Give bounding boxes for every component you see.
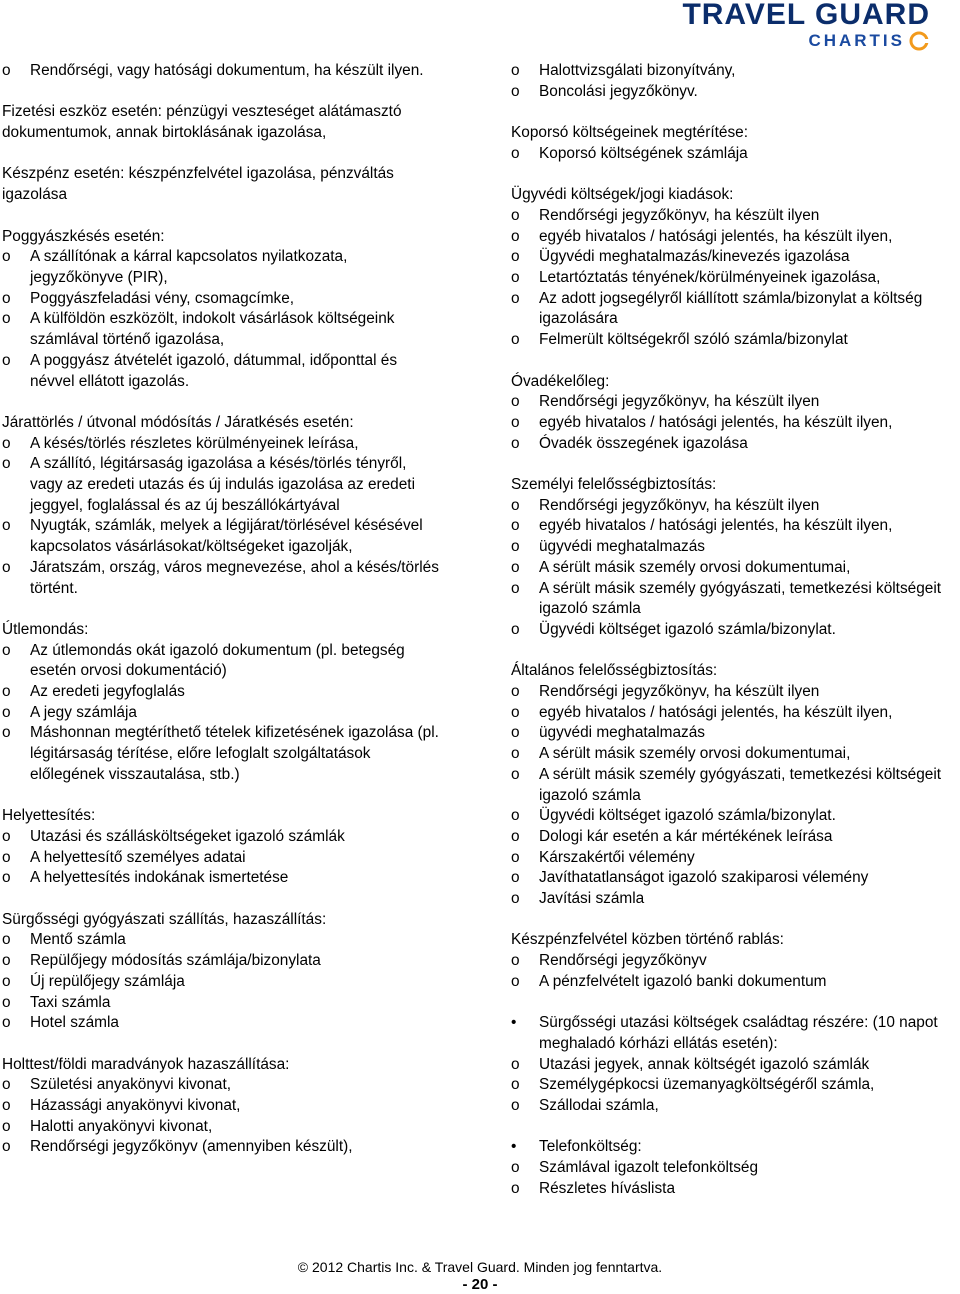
list-item-text: A sérült másik személy orvosi dokumentumai, [539,745,851,763]
circle-marker-icon: o [511,248,520,266]
list-item [511,1055,956,1076]
section-heading: Útlemondás: [2,620,89,638]
section [2,413,442,599]
list-item [511,144,956,165]
section [2,1055,442,1159]
list-item [2,848,442,869]
list-item [511,330,956,351]
list-item [511,537,956,558]
list-item-text: Máshonnan megtéríthető tételek kifizetésének igazolása (pl. légitársaság térítése, előre lefoglalt szolgáltatások előlegének visszautalása, stb.) [30,724,439,783]
item-list [511,682,956,910]
list-item [511,806,956,827]
item-list [511,144,956,165]
list-item [2,454,442,516]
list-item-text: Poggyászfeladási vény, csomagcímke, [30,289,295,307]
list-item-text: Nyugták, számlák, melyek a légijárat/törlésével késésével kapcsolatos vásárlásokat/költségeket igazolják, [30,517,423,556]
list-item-text: Mentő számla [30,931,126,949]
list-item [2,434,442,455]
list-item [2,1117,442,1138]
paragraph: Készpénz esetén: készpénzfelvétel igazolása, pénzváltás igazolása [2,165,394,204]
circle-marker-icon: o [511,393,520,411]
list-item-text: A szállító, légitársaság igazolása a késés/törlés tényről, vagy az eredeti utazás és új indulás igazolása az eredeti jeggyel, foglalással és az új beszállókártyával [30,455,415,514]
section-heading: Személyi felelősségbiztosítás: [511,476,717,493]
list-item [511,1096,956,1117]
circle-marker-icon: o [2,848,11,866]
list-item [2,972,442,993]
list-item-text: Utazási jegyek, annak költségét igazoló számlák [539,1055,870,1073]
list-item [511,496,956,517]
circle-marker-icon: o [511,703,520,721]
circle-marker-icon: o [511,745,520,763]
circle-marker-icon: o [511,952,520,970]
bullet-text: Telefonköltség: [539,1138,642,1156]
circle-marker-icon: o [511,765,520,783]
list-item [2,1137,442,1158]
list-item-text: Rendőrségi jegyzőkönyv (amennyiben készült), [30,1138,353,1156]
list-item [2,309,442,350]
travel-guard-logo [682,0,930,52]
list-item [2,247,442,288]
logo-subtitle [682,30,930,52]
circle-marker-icon: o [2,641,11,659]
list-item [511,82,956,103]
list-item-text: Szállodai számla, [539,1097,659,1115]
list-item [2,1013,442,1034]
copyright-text: © 2012 Chartis Inc. & Travel Guard. Minden jog fenntartva. [297,1259,663,1275]
list-item-text: Kárszakértői vélemény [539,848,695,866]
item-list [2,1075,442,1158]
section-heading: Általános felelősségbiztosítás: [511,662,718,680]
section [511,661,956,909]
section-heading: Koporsó költségeinek megtérítése: [511,124,748,142]
list-item [511,889,956,910]
list-item [511,247,956,268]
circle-marker-icon: o [511,517,520,535]
list-item-text: A külföldön eszközölt, indokolt vásárlások költségeink számlával történő igazolása, [30,310,395,349]
item-list [511,206,956,351]
section [2,806,442,889]
list-item [511,1158,956,1179]
list-item [511,951,956,972]
bullet-text: Sürgősségi utazási költségek családtag részére: (10 napot meghaladó kórházi ellátás esetén): [539,1014,938,1052]
circle-marker-icon: o [2,517,11,535]
circle-marker-icon: o [2,62,11,79]
circle-marker-icon: o [511,827,520,845]
list-item [511,765,956,806]
circle-marker-icon: o [2,724,11,742]
circle-marker-icon: o [511,1076,520,1094]
circle-marker-icon: o [511,496,520,514]
list-item-text: Javíthatatlanságot igazoló szakiparosi vélemény [539,869,869,887]
list-item-text: Rendőrségi jegyzőkönyv, ha készült ilyen [539,496,820,514]
list-item [511,848,956,869]
paragraph: Fizetési eszköz esetén: pénzügyi veszteséget alátámasztó dokumentumok, annak birtoklásának igazolása, [2,103,402,142]
list-item-text: Ügyvédi költséget igazoló számla/bizonylat. [539,620,836,638]
list-item-text: Az útlemondás okát igazoló dokumentum (pl. betegség esetén orvosi dokumentáció) [30,641,405,680]
list-item-text: Utazási és szállásköltségeket igazoló számlák [30,827,345,845]
list-item-text: Járatszám, ország, város megnevezése, ahol a késés/törlés történt. [30,558,439,597]
circle-marker-icon: o [511,1179,520,1197]
item-list [511,496,956,641]
circle-marker-icon: o [511,538,520,556]
list-item [511,723,956,744]
left-column [2,61,442,1179]
list-item-text: Születési anyakönyvi kivonat, [30,1076,232,1094]
list-item [2,930,442,951]
list-item [511,558,956,579]
circle-marker-icon: o [511,724,520,742]
section [2,227,442,393]
list-item [511,579,956,620]
circle-marker-icon: o [511,206,520,224]
list-item-text: Halottvizsgálati bizonyítvány, [539,62,736,79]
circle-marker-icon: o [2,972,11,990]
list-item [511,289,956,330]
section-heading: Sürgősségi gyógyászati szállítás, hazaszállítás: [2,910,327,928]
list-item [2,1096,442,1117]
list-item-text: A helyettesítő személyes adatai [30,848,246,866]
circle-marker-icon: o [2,434,11,452]
list-item [511,268,956,289]
chartis-swirl-icon [908,30,930,52]
list-item-text: Rendőrségi jegyzőkönyv, ha készült ilyen [539,206,820,224]
list-item-text: Hotel számla [30,1014,119,1032]
list-item [511,434,956,455]
circle-marker-icon: o [2,1117,11,1135]
page-footer [0,1258,960,1294]
list-item [2,1075,442,1096]
right-column [511,61,956,1220]
list-item-text: A poggyász átvételét igazoló, dátummal, időponttal és névvel ellátott igazolás. [30,351,398,390]
section [511,930,956,992]
list-item [511,516,956,537]
list-item [511,392,956,413]
circle-marker-icon: o [511,807,520,825]
list-item [511,61,956,82]
circle-marker-icon: o [511,869,520,887]
list-item [2,682,442,703]
list-item [511,682,956,703]
circle-marker-icon: o [2,1076,11,1094]
list-item-text: Taxi számla [30,993,111,1011]
section [2,620,442,786]
section [2,164,442,205]
list-item [2,703,442,724]
list-item [511,620,956,641]
circle-marker-icon: o [2,683,11,701]
circle-marker-icon: o [2,351,11,369]
list-item-text: Az eredeti jegyfoglalás [30,683,185,701]
item-list [511,1137,956,1199]
item-list [511,61,956,102]
circle-marker-icon: o [511,331,520,349]
list-item-text: Házassági anyakönyvi kivonat, [30,1097,241,1115]
circle-marker-icon: o [511,683,520,701]
list-item-text: Rendőrségi jegyzőkönyv, ha készült ilyen [539,393,820,411]
list-item-text: Rendőrségi jegyzőkönyv, ha készült ilyen [539,683,820,701]
list-item-text: A késés/törlés részletes körülményeinek leírása, [30,434,359,452]
circle-marker-icon: o [2,1138,11,1156]
circle-marker-icon: o [511,890,520,908]
section-heading: Poggyászkésés esetén: [2,227,165,245]
list-item-text: egyéb hivatalos / hatósági jelentés, ha készült ilyen, [539,413,893,431]
list-item-text: Ügyvédi meghatalmazás/kinevezés igazolása [539,248,850,266]
list-item-text: Halotti anyakönyvi kivonat, [30,1117,213,1135]
list-item-text: Ügyvédi költséget igazoló számla/bizonylat. [539,807,836,825]
list-item [511,703,956,724]
list-item-text: egyéb hivatalos / hatósági jelentés, ha készült ilyen, [539,517,893,535]
list-item-text: Javítási számla [539,890,645,908]
circle-marker-icon: o [511,227,520,245]
list-item-text: Letartóztatás tényének/körülményeinek igazolása, [539,269,881,286]
list-item-text: ügyvédi meghatalmazás [539,538,705,556]
section [2,910,442,1034]
list-item-text: Számlával igazolt telefonköltség [539,1159,759,1177]
section [511,475,956,641]
circle-marker-icon: o [2,558,11,576]
list-item [2,641,442,682]
circle-marker-icon: o [2,1014,11,1032]
circle-marker-icon: o [2,455,11,473]
list-item [2,993,442,1014]
list-item-text: Repülőjegy módosítás számlája/bizonylata [30,952,321,970]
list-item-text: Rendőrségi jegyzőkönyv [539,952,707,970]
section-heading: Készpénzfelvétel közben történő rablás: [511,931,784,949]
circle-marker-icon: o [511,413,520,431]
circle-marker-icon: o [511,62,520,79]
circle-marker-icon: o [511,972,520,990]
section-heading: Óvadékelőleg: [511,372,610,390]
section-heading: Járattörlés / útvonal módósítás / Járatkésés esetén: [2,413,354,431]
list-item-text: A sérült másik személy orvosi dokumentumai, [539,558,851,576]
circle-marker-icon: o [511,620,520,638]
list-item [511,1075,956,1096]
list-item [2,827,442,848]
list-item-text: Részletes híváslista [539,1179,676,1197]
item-list [511,1013,956,1117]
section-heading: Ügyvédi költségek/jogi kiadások: [511,186,734,204]
list-item-text: Az adott jogsegélyről kiállított számla/bizonylat a költség igazolására [539,289,923,328]
list-item-text: Személygépkocsi üzemanyagköltségéről számla, [539,1076,875,1094]
section [2,102,442,143]
list-item-text: Dologi kár esetén a kár mértékének leírása [539,827,833,845]
list-item-text: Óvadék összegének igazolása [539,434,748,452]
list-item [511,227,956,248]
circle-marker-icon: o [511,558,520,576]
list-item [2,951,442,972]
item-list [511,392,956,454]
list-item-text: egyéb hivatalos / hatósági jelentés, ha készült ilyen, [539,227,893,245]
bullet-item [511,1137,956,1158]
logo-subtitle-text: CHARTIS [808,31,905,50]
circle-marker-icon: o [511,434,520,452]
circle-marker-icon: o [2,869,11,887]
list-item [2,351,442,392]
section [511,1137,956,1199]
list-item-text: Boncolási jegyzőkönyv. [539,82,698,100]
circle-marker-icon: o [2,703,11,721]
bullet-item [511,1013,956,1054]
list-item [511,744,956,765]
circle-marker-icon: o [511,579,520,597]
list-item [2,723,442,785]
item-list [2,827,442,889]
circle-marker-icon: o [511,269,520,286]
list-item [511,868,956,889]
section [2,61,442,82]
list-item-text: A szállítónak a kárral kapcsolatos nyilatkozata, jegyzőkönyve (PIR), [30,248,348,286]
list-item [2,289,442,310]
bullet-icon: • [511,1014,517,1032]
circle-marker-icon: o [2,931,11,949]
list-item [511,206,956,227]
list-item [2,516,442,557]
list-item [2,868,442,889]
circle-marker-icon: o [511,289,520,307]
logo-title: TRAVEL GUARD [682,0,930,31]
circle-marker-icon: o [2,310,11,328]
list-item-text: Rendőrségi, vagy hatósági dokumentum, ha készült ilyen. [30,62,424,79]
list-item-text: A pénzfelvételt igazoló banki dokumentum [539,972,827,990]
item-list [2,247,442,392]
circle-marker-icon: o [2,952,11,970]
list-item-text: A sérült másik személy gyógyászati, temetkezési költségeit igazoló számla [539,765,942,804]
section [511,372,956,455]
item-list [2,434,442,600]
item-list [2,61,442,82]
section [511,1013,956,1117]
list-item [511,413,956,434]
circle-marker-icon: o [2,289,11,307]
circle-marker-icon: o [511,144,520,162]
list-item-text: ügyvédi meghatalmazás [539,724,705,742]
page-number: - 20 - [462,1276,498,1293]
section-heading: Helyettesítés: [2,807,96,825]
list-item-text: Koporsó költségének számlája [539,144,748,162]
bullet-icon: • [511,1138,517,1156]
circle-marker-icon: o [2,993,11,1011]
item-list [2,641,442,786]
section-heading: Holttest/földi maradványok hazaszállítása: [2,1055,290,1073]
circle-marker-icon: o [511,82,520,100]
list-item-text: A sérült másik személy gyógyászati, temetkezési költségeit igazoló számla [539,579,942,618]
circle-marker-icon: o [2,827,11,845]
list-item-text: Felmerült költségekről szóló számla/bizonylat [539,331,848,349]
section [511,61,956,102]
circle-marker-icon: o [511,1159,520,1177]
section [511,185,956,351]
list-item [511,1179,956,1200]
list-item [511,827,956,848]
circle-marker-icon: o [2,1097,11,1115]
circle-marker-icon: o [511,1097,520,1115]
list-item-text: egyéb hivatalos / hatósági jelentés, ha készült ilyen, [539,703,893,721]
item-list [511,951,956,992]
item-list [2,930,442,1034]
circle-marker-icon: o [511,848,520,866]
section [511,123,956,164]
list-item-text: A jegy számlája [30,703,137,721]
list-item [2,61,442,82]
list-item-text: A helyettesítés indokának ismertetése [30,869,289,887]
list-item [2,558,442,599]
list-item-text: Új repülőjegy számlája [30,972,185,990]
list-item [511,972,956,993]
circle-marker-icon: o [2,248,11,266]
circle-marker-icon: o [511,1055,520,1073]
